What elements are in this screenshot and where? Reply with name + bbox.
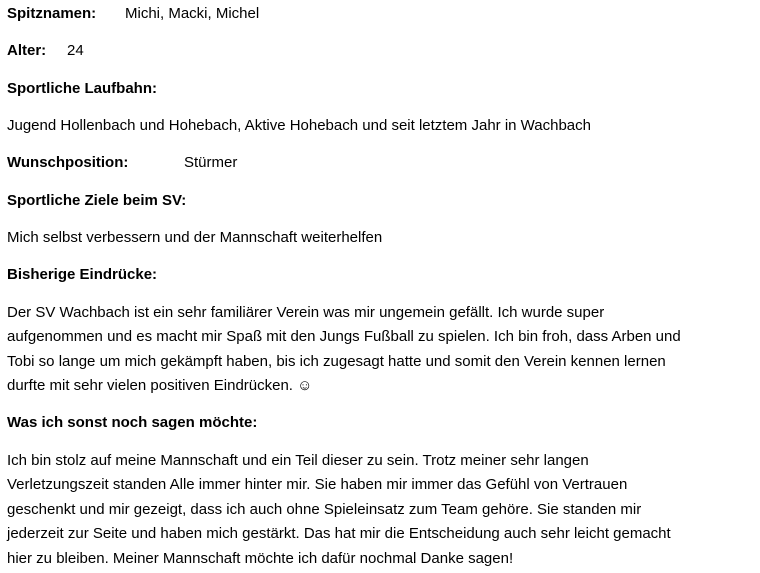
age-row xyxy=(7,41,84,61)
impressions-line: Tobi so lange um mich gekämpft haben, bis ich zugesagt hatte und somit den Verein kennen lernen xyxy=(7,352,666,370)
age-value: 24 xyxy=(67,42,84,59)
age-label: Alter: xyxy=(7,42,47,59)
position-row xyxy=(7,153,238,173)
nicknames-label: Spitznamen: xyxy=(7,5,97,22)
position-value: Stürmer xyxy=(184,154,238,171)
career-value: Jugend Hollenbach und Hohebach, Aktive Hohebach und seit letztem Jahr in Wachbach xyxy=(7,117,591,134)
other-line: hier zu bleiben. Meiner Mannschaft möchte ich dafür nochmal Danke sagen! xyxy=(7,549,514,567)
other-line: geschenkt und mir gezeigt, dass ich auch ohne Spieleinsatz zum Team gehöre. Sie standen mir xyxy=(7,500,642,518)
other-label: Was ich sonst noch sagen möchte: xyxy=(7,414,258,431)
impressions-line: aufgenommen und es macht mir Spaß mit den Jungs Fußball zu spielen. Ich bin froh, dass Arben und xyxy=(7,328,681,346)
nicknames-row xyxy=(7,4,260,24)
other-line: jederzeit zur Seite und haben mich gestärkt. Das hat mir die Entscheidung auch sehr leicht gemacht xyxy=(7,525,671,543)
impressions-label: Bisherige Eindrücke: xyxy=(7,266,158,283)
other-line: Verletzungszeit standen Alle immer hinter mir. Sie haben mir immer das Gefühl von Vertrauen xyxy=(7,476,628,494)
impressions-line: durfte mit sehr vielen positiven Eindrücken. ☺ xyxy=(7,377,313,395)
position-label: Wunschposition: xyxy=(7,154,129,171)
goals-label: Sportliche Ziele beim SV: xyxy=(7,192,187,209)
nicknames-value: Michi, Macki, Michel xyxy=(125,5,260,22)
goals-value: Mich selbst verbessern und der Mannschaft weiterhelfen xyxy=(7,229,383,246)
impressions-line: Der SV Wachbach ist ein sehr familiärer Verein was mir ungemein gefällt. Ich wurde super xyxy=(7,304,605,321)
other-text xyxy=(7,449,757,571)
other-line: Ich bin stolz auf meine Mannschaft und ein Teil dieser zu sein. Trotz meiner sehr langen xyxy=(7,452,589,469)
career-label: Sportliche Laufbahn: xyxy=(7,80,157,97)
impressions-text xyxy=(7,301,757,399)
